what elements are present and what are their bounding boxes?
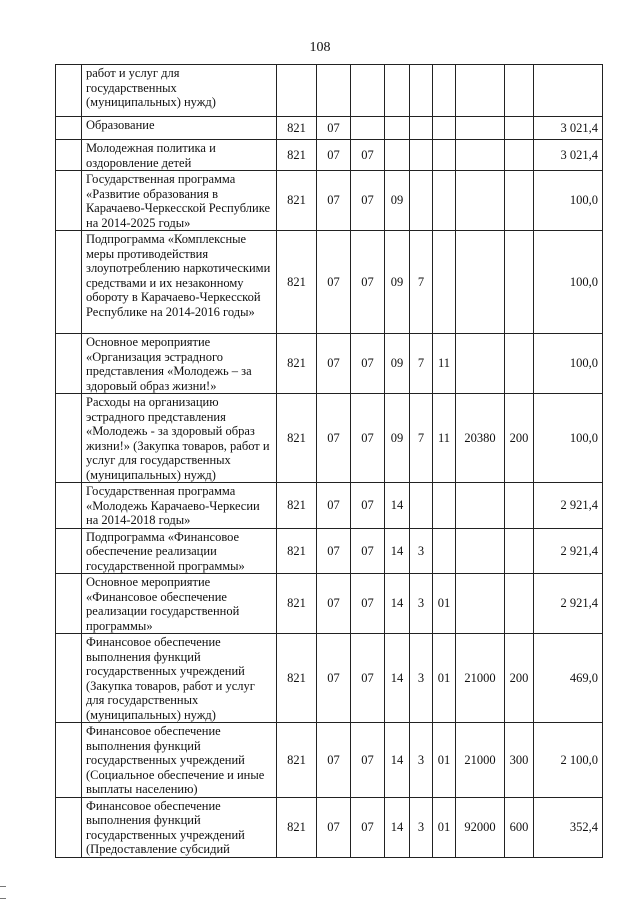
event-cell: [433, 65, 456, 117]
direction-cell: 20380: [456, 394, 505, 483]
section-cell: 07: [317, 797, 351, 857]
amount-cell: 469,0: [534, 634, 603, 723]
name-cell: Образование: [82, 117, 277, 140]
subsection-cell: 07: [351, 634, 385, 723]
table-row: [56, 334, 603, 394]
program-cell: 09: [385, 231, 410, 334]
code-cell: 821: [277, 140, 317, 171]
subprogram-cell: [410, 65, 433, 117]
table-row: [56, 797, 603, 857]
name-cell: Расходы на организацию эстрадного представления «Молодежь - за здоровый образ жизни!» (Закупка товаров, работ и услуг для государственных (муниципальных) нужд): [82, 394, 277, 483]
idx-cell: [56, 334, 82, 394]
subsection-cell: [351, 117, 385, 140]
program-cell: 14: [385, 574, 410, 634]
table-row: [56, 65, 603, 117]
name-cell: Государственная программа «Развитие образования в Карачаево-Черкесской Республике на 2014-2025 годы»: [82, 171, 277, 231]
program-cell: 14: [385, 797, 410, 857]
direction-cell: [456, 483, 505, 529]
section-cell: 07: [317, 528, 351, 574]
subprogram-cell: [410, 117, 433, 140]
subsection-cell: 07: [351, 797, 385, 857]
event-cell: 01: [433, 797, 456, 857]
code-cell: 821: [277, 528, 317, 574]
idx-cell: [56, 797, 82, 857]
subsection-cell: 07: [351, 483, 385, 529]
program-cell: 09: [385, 334, 410, 394]
budget-table: [55, 64, 603, 858]
code-cell: 821: [277, 117, 317, 140]
event-cell: [433, 231, 456, 334]
name-cell: Государственная программа «Молодежь Карачаево-Черкесии на 2014-2018 годы»: [82, 483, 277, 529]
amount-cell: 100,0: [534, 171, 603, 231]
direction-cell: [456, 140, 505, 171]
subsection-cell: 07: [351, 723, 385, 798]
direction-cell: [456, 528, 505, 574]
expense-type-cell: [505, 574, 534, 634]
event-cell: 01: [433, 574, 456, 634]
expense-type-cell: 300: [505, 723, 534, 798]
event-cell: [433, 140, 456, 171]
table-row: [56, 723, 603, 798]
amount-cell: 352,4: [534, 797, 603, 857]
direction-cell: 21000: [456, 723, 505, 798]
program-cell: 09: [385, 394, 410, 483]
program-cell: 14: [385, 634, 410, 723]
event-cell: 11: [433, 334, 456, 394]
amount-cell: 2 921,4: [534, 483, 603, 529]
idx-cell: [56, 231, 82, 334]
code-cell: [277, 65, 317, 117]
subsection-cell: 07: [351, 394, 385, 483]
event-cell: 01: [433, 723, 456, 798]
section-cell: 07: [317, 231, 351, 334]
direction-cell: [456, 117, 505, 140]
idx-cell: [56, 634, 82, 723]
event-cell: 01: [433, 634, 456, 723]
expense-type-cell: [505, 140, 534, 171]
program-cell: [385, 65, 410, 117]
direction-cell: [456, 574, 505, 634]
code-cell: 821: [277, 797, 317, 857]
subprogram-cell: 3: [410, 634, 433, 723]
table-row: [56, 483, 603, 529]
idx-cell: [56, 117, 82, 140]
amount-cell: [534, 65, 603, 117]
amount-cell: 100,0: [534, 394, 603, 483]
section-cell: [317, 65, 351, 117]
event-cell: [433, 117, 456, 140]
margin-mark: [0, 898, 6, 899]
expense-type-cell: [505, 117, 534, 140]
section-cell: 07: [317, 634, 351, 723]
event-cell: [433, 483, 456, 529]
subsection-cell: [351, 65, 385, 117]
subsection-cell: 07: [351, 140, 385, 171]
direction-cell: [456, 65, 505, 117]
subprogram-cell: 7: [410, 334, 433, 394]
idx-cell: [56, 171, 82, 231]
subprogram-cell: 3: [410, 797, 433, 857]
name-cell: Финансовое обеспечение выполнения функций государственных учреждений (Закупка товаров, работ и услуг для государственных (муниципальных) нужд): [82, 634, 277, 723]
idx-cell: [56, 65, 82, 117]
name-cell: Финансовое обеспечение выполнения функций государственных учреждений (Предоставление субсидий: [82, 797, 277, 857]
subprogram-cell: [410, 483, 433, 529]
event-cell: [433, 171, 456, 231]
name-cell: работ и услуг для государственных (муниципальных) нужд): [82, 65, 277, 117]
subprogram-cell: 3: [410, 574, 433, 634]
idx-cell: [56, 723, 82, 798]
direction-cell: 92000: [456, 797, 505, 857]
name-cell: Основное мероприятие «Организация эстрадного представления «Молодежь – за здоровый образ жизни!»: [82, 334, 277, 394]
direction-cell: [456, 334, 505, 394]
table-row: [56, 171, 603, 231]
program-cell: 14: [385, 528, 410, 574]
program-cell: 14: [385, 723, 410, 798]
subprogram-cell: [410, 140, 433, 171]
program-cell: 14: [385, 483, 410, 529]
subprogram-cell: 7: [410, 394, 433, 483]
code-cell: 821: [277, 574, 317, 634]
margin-mark: [0, 886, 6, 887]
section-cell: 07: [317, 483, 351, 529]
expense-type-cell: 200: [505, 634, 534, 723]
subsection-cell: 07: [351, 334, 385, 394]
name-cell: Подпрограмма «Комплексные меры противодействия злоупотреблению наркотическими средствами и их незаконному обороту в Карачаево-Черкесской Республике на 2014-2016 годы»: [82, 231, 277, 334]
code-cell: 821: [277, 483, 317, 529]
amount-cell: 2 921,4: [534, 528, 603, 574]
expense-type-cell: [505, 528, 534, 574]
section-cell: 07: [317, 394, 351, 483]
name-cell: Молодежная политика и оздоровление детей: [82, 140, 277, 171]
amount-cell: 2 100,0: [534, 723, 603, 798]
direction-cell: 21000: [456, 634, 505, 723]
expense-type-cell: 600: [505, 797, 534, 857]
section-cell: 07: [317, 171, 351, 231]
program-cell: [385, 140, 410, 171]
event-cell: 11: [433, 394, 456, 483]
section-cell: 07: [317, 574, 351, 634]
subsection-cell: 07: [351, 528, 385, 574]
subprogram-cell: 7: [410, 231, 433, 334]
code-cell: 821: [277, 394, 317, 483]
page-number: 108: [309, 40, 331, 55]
subprogram-cell: [410, 171, 433, 231]
name-cell: Основное мероприятие «Финансовое обеспечение реализации государственной программы»: [82, 574, 277, 634]
subprogram-cell: 3: [410, 528, 433, 574]
expense-type-cell: [505, 334, 534, 394]
table-row: [56, 634, 603, 723]
expense-type-cell: [505, 65, 534, 117]
table-row: [56, 394, 603, 483]
idx-cell: [56, 140, 82, 171]
amount-cell: 3 021,4: [534, 140, 603, 171]
idx-cell: [56, 574, 82, 634]
amount-cell: 100,0: [534, 231, 603, 334]
subprogram-cell: 3: [410, 723, 433, 798]
amount-cell: 100,0: [534, 334, 603, 394]
program-cell: [385, 117, 410, 140]
name-cell: Финансовое обеспечение выполнения функций государственных учреждений (Социальное обеспечение и иные выплаты населению): [82, 723, 277, 798]
amount-cell: 3 021,4: [534, 117, 603, 140]
code-cell: 821: [277, 634, 317, 723]
code-cell: 821: [277, 334, 317, 394]
section-cell: 07: [317, 140, 351, 171]
event-cell: [433, 528, 456, 574]
idx-cell: [56, 394, 82, 483]
table-row: [56, 231, 603, 334]
code-cell: 821: [277, 723, 317, 798]
table-row: [56, 574, 603, 634]
subsection-cell: 07: [351, 231, 385, 334]
table-row: [56, 140, 603, 171]
code-cell: 821: [277, 171, 317, 231]
budget-table-body: [56, 65, 603, 858]
subsection-cell: 07: [351, 171, 385, 231]
code-cell: 821: [277, 231, 317, 334]
direction-cell: [456, 171, 505, 231]
name-cell: Подпрограмма «Финансовое обеспечение реализации государственной программы»: [82, 528, 277, 574]
table-row: [56, 528, 603, 574]
subsection-cell: 07: [351, 574, 385, 634]
amount-cell: 2 921,4: [534, 574, 603, 634]
section-cell: 07: [317, 117, 351, 140]
section-cell: 07: [317, 334, 351, 394]
section-cell: 07: [317, 723, 351, 798]
idx-cell: [56, 528, 82, 574]
direction-cell: [456, 231, 505, 334]
expense-type-cell: [505, 483, 534, 529]
expense-type-cell: 200: [505, 394, 534, 483]
program-cell: 09: [385, 171, 410, 231]
table-row: [56, 117, 603, 140]
expense-type-cell: [505, 171, 534, 231]
expense-type-cell: [505, 231, 534, 334]
idx-cell: [56, 483, 82, 529]
